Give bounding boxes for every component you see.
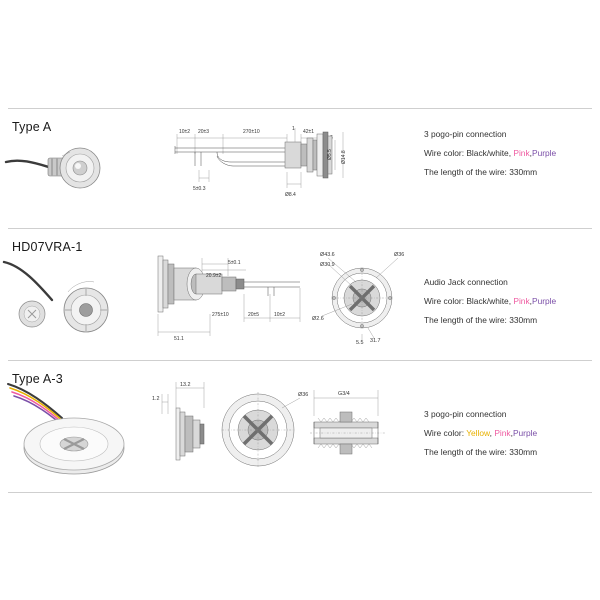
dim-20-3: 20±3 — [198, 129, 210, 135]
dim-13-2: 13.2 — [180, 382, 191, 388]
product-photo-type-a — [4, 128, 124, 214]
drawing-hd07vra-front — [312, 242, 422, 350]
dim-d2-6: Ø2.6 — [312, 316, 324, 322]
spec-wire-length-hd07vra-1: The length of the wire: 330mm — [424, 315, 538, 326]
specs-type-a — [424, 128, 592, 179]
row-type-a-3 — [0, 360, 600, 492]
product-photo-type-a-3 — [6, 378, 146, 488]
dim-d8-4: Ø8.4 — [285, 192, 296, 198]
dim-g3-4: G3/4 — [338, 391, 350, 397]
drawing-type-a-3-section — [300, 382, 410, 474]
dim-d5-5: Ø5.5 — [327, 149, 333, 160]
dim-5-03: 5±0.3 — [193, 186, 206, 192]
row-title-type-a-3: Type A-3 — [12, 372, 63, 386]
spec-wire-color-hd07vra-1: Wire color: Black/white, Pink,Purple — [424, 296, 557, 307]
dim-5-01: 5±0.1 — [228, 260, 241, 266]
spec-connection-type-a-3: 3 pogo-pin connection — [424, 409, 507, 419]
dim-d43-6: Ø43.6 — [320, 252, 335, 258]
spec-connection-type-a: 3 pogo-pin connection — [424, 129, 507, 139]
dim-51-1: 51.1 — [174, 336, 184, 342]
dim-5-5: 5.5 — [356, 340, 364, 346]
dim-d14-8: Ø14.8 — [341, 150, 347, 164]
dim-42-1: 42±1 — [303, 129, 315, 135]
row-hd07vra-1 — [0, 228, 600, 360]
row-title-hd07vra-1: HD07VRA-1 — [12, 240, 83, 254]
dim-270-10: 270±10 — [243, 129, 260, 135]
spec-connection-hd07vra-1: Audio Jack connection — [424, 277, 508, 287]
dim-d36: Ø36 — [394, 252, 405, 258]
dim-10-2: 10±2 — [179, 129, 191, 135]
dim-10-2b: 10±2 — [274, 312, 286, 318]
dim-275-10: 275±10 — [212, 312, 229, 318]
spec-wire-color-type-a-3: Wire color: Yellow, Pink,Purple — [424, 428, 538, 439]
spec-wire-length-type-a-3: The length of the wire: 330mm — [424, 447, 538, 458]
dim-1: 1 — [292, 126, 295, 132]
dim-1-2: 1.2 — [152, 396, 160, 402]
spec-wire-length-type-a: The length of the wire: 330mm — [424, 167, 538, 178]
spec-wire-color-type-a: Wire color: Black/white, Pink,Purple — [424, 148, 557, 159]
row-title-type-a: Type A — [12, 120, 52, 134]
dim-31-7: 31.7 — [370, 338, 381, 344]
dim-20-5: 20±5 — [248, 312, 260, 318]
drawing-type-a — [165, 120, 365, 220]
specs-type-a-3 — [424, 408, 592, 459]
product-photo-hd07vra-1 — [2, 244, 142, 352]
specs-hd07vra-1 — [424, 276, 592, 327]
row-type-a — [0, 108, 600, 228]
dim-d36-b: Ø36 — [298, 392, 309, 398]
drawing-hd07vra-side — [150, 244, 310, 350]
dim-d30-9: Ø30.9 — [320, 262, 335, 268]
dim-20-9-2: 20.9±2 — [206, 273, 222, 279]
divider-bottom — [8, 492, 592, 493]
